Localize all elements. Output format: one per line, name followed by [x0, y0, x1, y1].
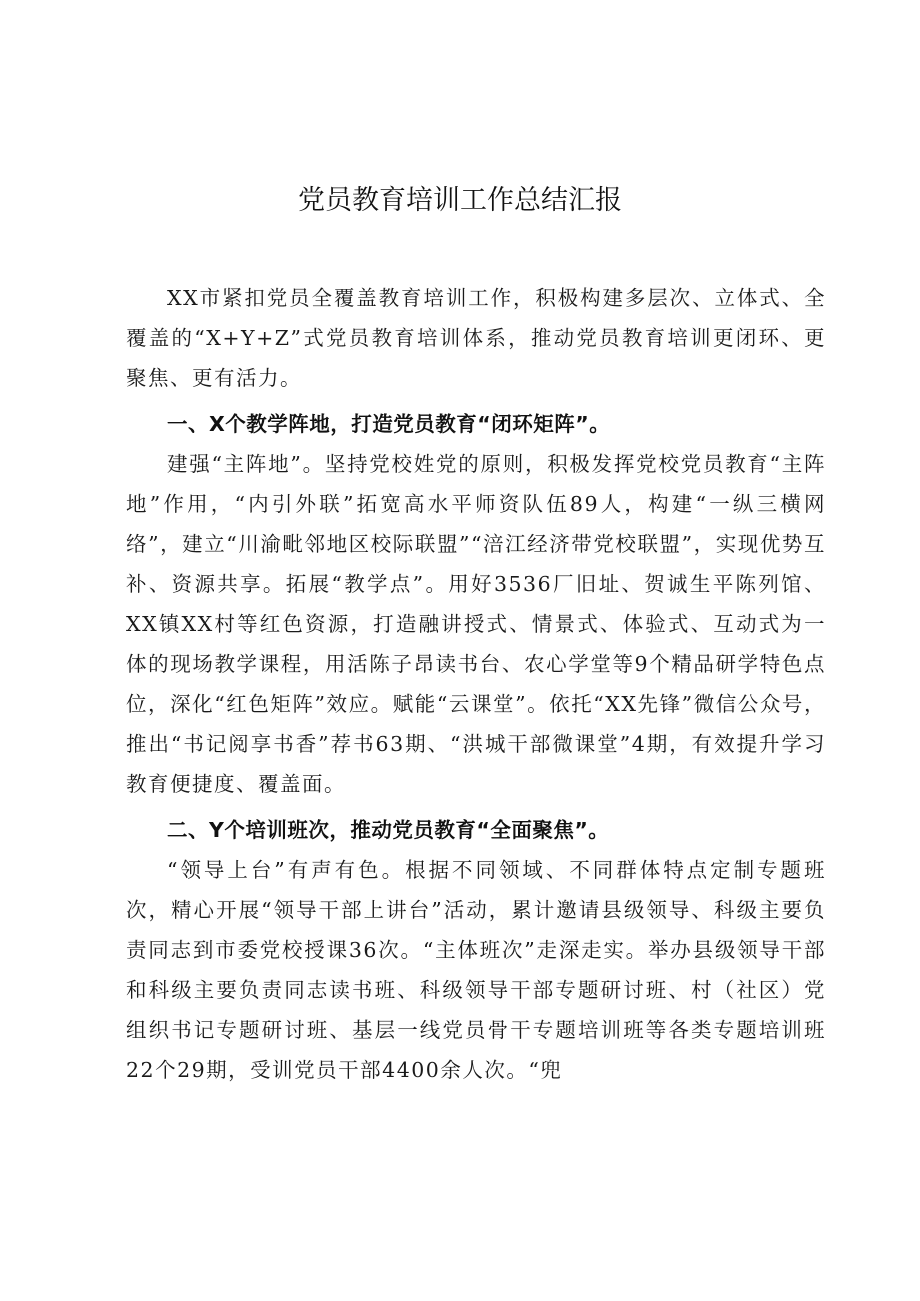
document-body: [126, 278, 826, 1090]
intro-paragraph: XX市紧扣党员全覆盖教育培训工作，积极构建多层次、立体式、全覆盖的“X+Y+Z”式党员教育培训体系，推动党员教育培训更闭环、更聚焦、更有活力。: [126, 286, 826, 390]
section-1-paragraph: 建强“主阵地”。坚持党校姓党的原则，积极发挥党校党员教育“主阵地”作用，“内引外联”拓宽高水平师资队伍89人，构建“一纵三横网络”，建立“川渝毗邻地区校际联盟”“涪江经济带党校联盟”，实现优势互补、资源共享。拓展“教学点”。用好3536厂旧址、贺诚生平陈列馆、XX镇XX村等红色资源，打造融讲授式、情景式、体验式、互动式为一体的现场教学课程，用活陈子昂读书台、农心学堂等9个精品研学特色点位，深化“红色矩阵”效应。赋能“云课堂”。依托“XX先锋”微信公众号，推出“书记阅享书香”荐书63期、“洪城干部微课堂”4期，有效提升学习教育便捷度、覆盖面。: [126, 452, 826, 796]
document-title: 党员教育培训工作总结汇报: [298, 185, 622, 216]
section-2-heading: 二、Y个培训班次，推动党员教育“全面聚焦”。: [167, 818, 610, 842]
section-2-paragraph: “领导上台”有声有色。根据不同领域、不同群体特点定制专题班次，精心开展“领导干部上讲台”活动，累计邀请县级领导、科级主要负责同志到市委党校授课36次。“主体班次”走深走实。举办县级领导干部和科级主要负责同志读书班、科级领导干部专题研讨班、村（社区）党组织书记专题研讨班、基层一线党员骨干专题培训班等各类专题培训班22个29期，受训党员干部4400余人次。“兜: [126, 858, 826, 1082]
section-1-heading: 一、X个教学阵地，打造党员教育“闭环矩阵”。: [167, 412, 611, 436]
